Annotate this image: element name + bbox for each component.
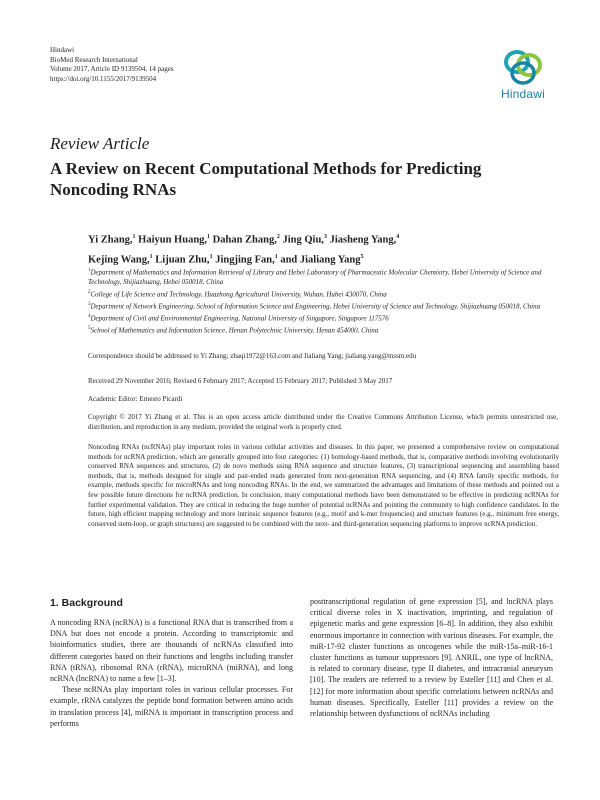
author-affil-ref: 1 — [274, 253, 278, 260]
affiliation-text: Department of Civil and Environmental Engineering, National University of Singapore, Singapore 117576 — [90, 314, 389, 323]
affiliation-number: 1 — [88, 268, 91, 273]
body-column-right — [310, 596, 553, 719]
author-affil-ref: 1 — [207, 234, 211, 240]
author-affil-ref: 4 — [396, 234, 400, 240]
author-name: Lijuan Zhu, — [155, 254, 210, 265]
journal-info — [50, 46, 174, 84]
journal-name: BioMed Research International — [50, 55, 138, 64]
body-paragraph: posttranscriptional regulation of gene expression [5], and lncRNA plays critical diverse roles in X inactivation, imprinting, and regulation of epigenetic marks and gene expression [6–8]. In addition, they also exhibit enormous importance in connection with various diseases. For example, the miR-17-92 cluster functions as oncogenes while the miR-15a–miR-16-1 cluster functions as tumour suppressors [9]. ANRIL, one type of lncRNA, is related to coronary disease, type II diabetes, and intracranial aneurysm [10]. The readers are referred to a review by Esteller [11] and Chen et al. [12] for more information about specific correlations between ncRNAs and human diseases. Specifically, Esteller [11] provides a review on the relationship between dysfunctions of ncRNAs including — [310, 597, 553, 719]
section-heading: 1. Background — [50, 597, 123, 609]
author-affil-ref: 5 — [360, 253, 364, 260]
body-column-left — [50, 617, 293, 729]
volume-info: Volume 2017, Article ID 9139504, 14 pages — [50, 65, 174, 73]
author-name: Kejing Wang, — [88, 254, 150, 265]
author-affil-ref: 1 — [209, 253, 213, 260]
affiliation-number: 4 — [88, 314, 91, 320]
affiliation-number: 3 — [88, 302, 91, 308]
article-title: A Review on Recent Computational Methods for Predicting Noncoding RNAs — [50, 159, 482, 199]
author-name: Jingjing Fan, — [215, 254, 275, 265]
affiliation-text: College of Life Science and Technology, Huazhong Agricultural University, Wuhan, Hubei 430070, China — [90, 290, 387, 299]
article-type: Review Article — [50, 134, 150, 153]
affiliation-text: School of Mathematics and Information Science, Henan Polytechnic University, Henan 454000, China — [90, 326, 379, 335]
body-paragraph: A noncoding RNA (ncRNA) is a functional RNA that is transcribed from a DNA but does not encode a protein. According to transcriptomic and bioinformatics studies, there are thousands of ncRNAs classified into different categories based on their functions and lengths including transfer RNA (tRNA), ribosomal RNA (rRNA), microRNA (miRNA), and long ncRNA (lncRNA) to name a few [1–3]. — [50, 618, 293, 684]
affiliation-list — [88, 266, 558, 336]
author-name: and Jialiang Yang — [280, 254, 361, 265]
author-affil-ref: 3 — [323, 234, 327, 240]
author-name: Dahan Zhang, — [212, 234, 277, 246]
author-affil-ref: 1 — [132, 234, 136, 240]
abstract: Noncoding RNAs (ncRNAs) play important roles in various cellular activities and diseases. In this paper, we presented a comprehensive review on computational methods for ncRNA prediction, which are generally grouped into four categories: (1) homology-based methods, that is, comparative methods involving evolutionarily conserved RNA sequences and structures, (2) de novo methods using RNA sequence and structure features, (3) transcriptional sequencing and assembling based methods, that is, methods designed for single and pair-ended reads generated from next-generation RNA sequencing, and (4) RNA family specific methods, for example, methods specific for microRNAs and long noncoding RNAs. In the end, we summarized the advantages and limitations of these methods and pointed out a few possible future directions for ncRNA prediction. In conclusion, many computational methods have been demonstrated to be effective in predicting ncRNAs for further experimental validation. They are critical in reducing the huge number of potential ncRNAs and pointing the community to high confidence candidates. In the future, high efficient mapping technology and more intrinsic sequence features (e.g., motif and k-mer frequencies) and structure features (e.g., minimum free energy, conserved stem-loop, or graph structures) are suggested to be combined with the next- and third-generation sequencing platforms to improve ncRNA prediction. — [88, 443, 559, 528]
author-list — [88, 229, 538, 268]
affiliation-item — [88, 300, 558, 312]
author-name: Yi Zhang, — [88, 234, 133, 246]
doi-link[interactable]: https://doi.org/10.1155/2017/9139504 — [50, 74, 157, 83]
affiliation-text: Department of Mathematics and Information Retrieval of Library and Hebei Laboratory of Pharmaceutic Molecular Chemistry, Hebei University of Science and Technology, Shijiazhuang, Hebei 050018, China — [88, 268, 542, 287]
author-line-1 — [88, 229, 538, 249]
affiliation-item — [88, 312, 558, 324]
author-affil-ref: 2 — [276, 234, 280, 240]
affiliation-number: 5 — [88, 326, 91, 332]
affiliation-number: 2 — [88, 289, 91, 295]
academic-editor: Academic Editor: Ernesto Picardi — [88, 395, 183, 403]
publication-dates: Received 29 November 2016; Revised 6 February 2017; Accepted 15 February 2017; Published 3 May 2017 — [88, 377, 393, 385]
correspondence: Correspondence should be addressed to Yi Zhang; zhaqi1972@163.com and Jialiang Yang; jialiang.yang@mssm.edu — [88, 352, 417, 360]
affiliation-item — [88, 266, 558, 288]
author-name: Haiyun Huang, — [138, 234, 208, 246]
hindawi-logo — [492, 48, 554, 101]
hindawi-logo-text: Hindawi — [500, 87, 546, 101]
affiliation-text: Department of Network Engineering, School of Information Science and Engineering, Hebei University of Science and Technology, Shijiazhuang 050018, China — [90, 302, 541, 311]
author-name: Jiasheng Yang, — [329, 234, 397, 246]
hindawi-logo-icon — [500, 48, 546, 86]
affiliation-item — [88, 324, 558, 336]
body-paragraph: These ncRNAs play important roles in various cellular processes. For example, rRNA catalyzes the peptide bond formation between amino acids in translation process [4], miRNA is important in transcription process and performs — [50, 685, 293, 728]
author-affil-ref: 1 — [149, 253, 153, 260]
copyright-notice: Copyright © 2017 Yi Zhang et al. This is an open access article distributed under the Creative Commons Attribution License, which permits unrestricted use, distribution, and reproduction in any medium, provided the original work is properly cited. — [88, 413, 558, 431]
publisher-name: Hindawi — [50, 46, 75, 54]
affiliation-item — [88, 288, 558, 300]
author-name: Jing Qiu, — [282, 234, 324, 246]
